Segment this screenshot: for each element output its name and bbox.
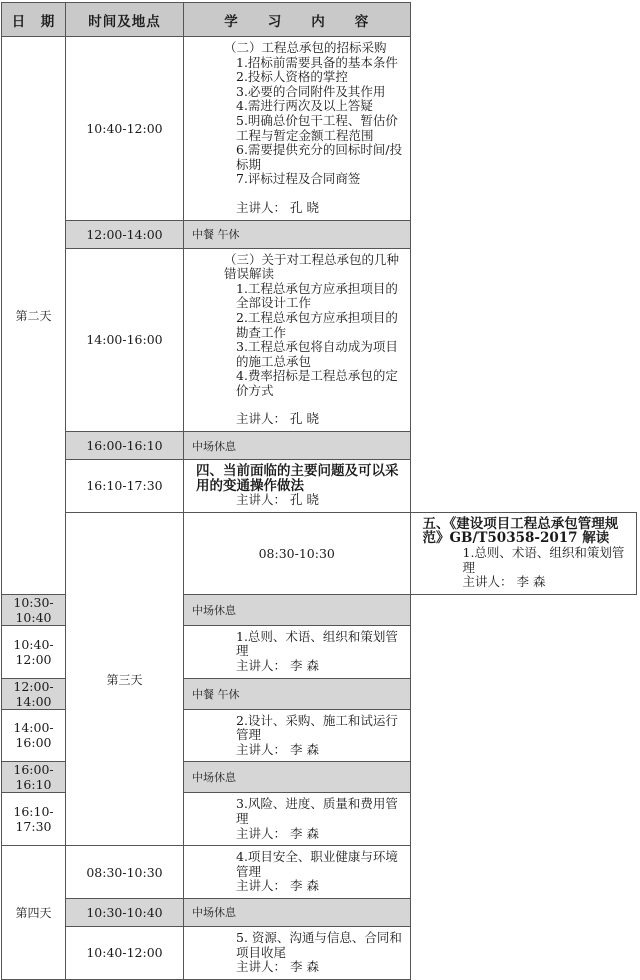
lecturer: 主讲人： 孔 晓 xyxy=(236,411,319,427)
header-content: 学 习 内 容 xyxy=(184,3,411,37)
list-item: 1.招标前需要具备的基本条件 xyxy=(236,54,398,70)
table-row xyxy=(2,220,637,248)
list-item: 5.明确总价包干工程、暂估价工程与暂定金额工程范围 xyxy=(236,112,398,143)
list-item: 3.必要的合同附件及其作用 xyxy=(236,83,386,99)
list-item: 1.总则、术语、组织和策划管理 xyxy=(462,545,625,575)
content-cell xyxy=(184,625,411,678)
table-row xyxy=(2,926,637,979)
time-cell: 10:40-12:00 xyxy=(66,926,184,979)
list-item: 4.费率招标是工程总承包的定价方式 xyxy=(236,368,398,398)
list-item: 5. 资源、沟通与信息、合同和项目收尾 xyxy=(236,929,402,960)
schedule-table xyxy=(1,2,637,980)
lecturer: 主讲人： 孔 晓 xyxy=(236,199,319,215)
lecturer: 主讲人： 李 森 xyxy=(462,574,546,590)
list-item: 4.项目安全、职业健康与环境管理 xyxy=(236,849,398,879)
time-cell: 12:00-14:00 xyxy=(66,220,184,248)
time-cell: 10:40-12:00 xyxy=(2,625,66,678)
content-cell xyxy=(184,460,411,513)
break-cell: 中场休息 xyxy=(184,762,411,793)
day-label: 第二天 xyxy=(2,37,66,595)
table-row xyxy=(2,898,637,926)
content-cell xyxy=(184,793,411,846)
table-row xyxy=(2,512,637,594)
time-cell: 16:10-17:30 xyxy=(66,460,184,513)
break-cell: 中餐 午休 xyxy=(184,678,411,709)
list-item: 6.需要提供充分的回标时间/投标期 xyxy=(236,142,403,172)
table-row xyxy=(2,248,637,432)
day-label: 第三天 xyxy=(66,512,184,845)
list-item: 3.工程总承包将自动成为项目的施工总承包 xyxy=(236,339,398,369)
list-item: 1.工程总承包方应承担项目的全部设计工作 xyxy=(236,280,398,311)
header-time-place: 时间及地点 xyxy=(66,3,184,37)
time-cell: 08:30-10:30 xyxy=(66,846,184,899)
time-cell: 14:00-16:00 xyxy=(66,248,184,432)
day-label: 第四天 xyxy=(2,846,66,980)
lecturer: 主讲人： 李 森 xyxy=(236,741,319,757)
content-cell xyxy=(184,926,411,979)
content-cell xyxy=(184,709,411,762)
header-date: 日 期 xyxy=(2,3,66,37)
table-row xyxy=(2,846,637,899)
break-cell: 中场休息 xyxy=(184,898,411,926)
lecturer: 主讲人： 李 森 xyxy=(236,878,319,894)
time-cell: 14:00-16:00 xyxy=(2,709,66,762)
time-cell: 16:10-17:30 xyxy=(2,793,66,846)
content-cell xyxy=(184,846,411,899)
lecturer: 主讲人： 李 森 xyxy=(236,959,319,975)
lecturer: 主讲人： 李 森 xyxy=(236,658,319,673)
list-item: 2.设计、采购、施工和试运行管理 xyxy=(236,712,398,743)
break-cell: 中场休息 xyxy=(184,594,411,625)
list-item: 2.投标人资格的掌控 xyxy=(236,69,348,85)
content-cell xyxy=(184,248,411,432)
time-cell: 10:40-12:00 xyxy=(66,37,184,221)
header-row xyxy=(2,3,637,37)
time-cell: 10:30-10:40 xyxy=(2,594,66,625)
content-cell xyxy=(184,37,411,221)
session-title: （二）工程总承包的招标采购 xyxy=(224,40,387,55)
content-cell xyxy=(410,512,637,594)
break-cell: 中场休息 xyxy=(184,432,411,460)
time-cell: 12:00-14:00 xyxy=(2,678,66,709)
break-cell: 中餐 午休 xyxy=(184,220,411,248)
list-item: 4.需进行两次及以上答疑 xyxy=(236,98,373,114)
list-item: 2.工程总承包方应承担项目的勘查工作 xyxy=(236,309,398,340)
list-item: 3.风险、进度、质量和费用管理 xyxy=(236,796,398,826)
time-cell: 16:00-16:10 xyxy=(2,762,66,793)
table-row xyxy=(2,37,637,221)
session-title: 五、《建设项目工程总承包管理规范》GB/T50358-2017 解读 xyxy=(422,515,619,547)
table-row xyxy=(2,460,637,513)
list-item: 7.评标过程及合同商签 xyxy=(236,171,361,187)
table-row xyxy=(2,432,637,460)
list-item: 1.总则、术语、组织和策划管理 xyxy=(236,628,398,659)
lecturer: 主讲人： 李 森 xyxy=(236,825,319,841)
time-cell: 10:30-10:40 xyxy=(66,898,184,926)
time-cell: 16:00-16:10 xyxy=(66,432,184,460)
session-title: （三）关于对工程总承包的几种错误解读 xyxy=(224,251,400,282)
lecturer: 主讲人： 孔 晓 xyxy=(236,492,319,508)
session-title: 四、当前面临的主要问题及可以采用的变通操作做法 xyxy=(196,463,399,494)
time-cell: 08:30-10:30 xyxy=(184,512,411,594)
